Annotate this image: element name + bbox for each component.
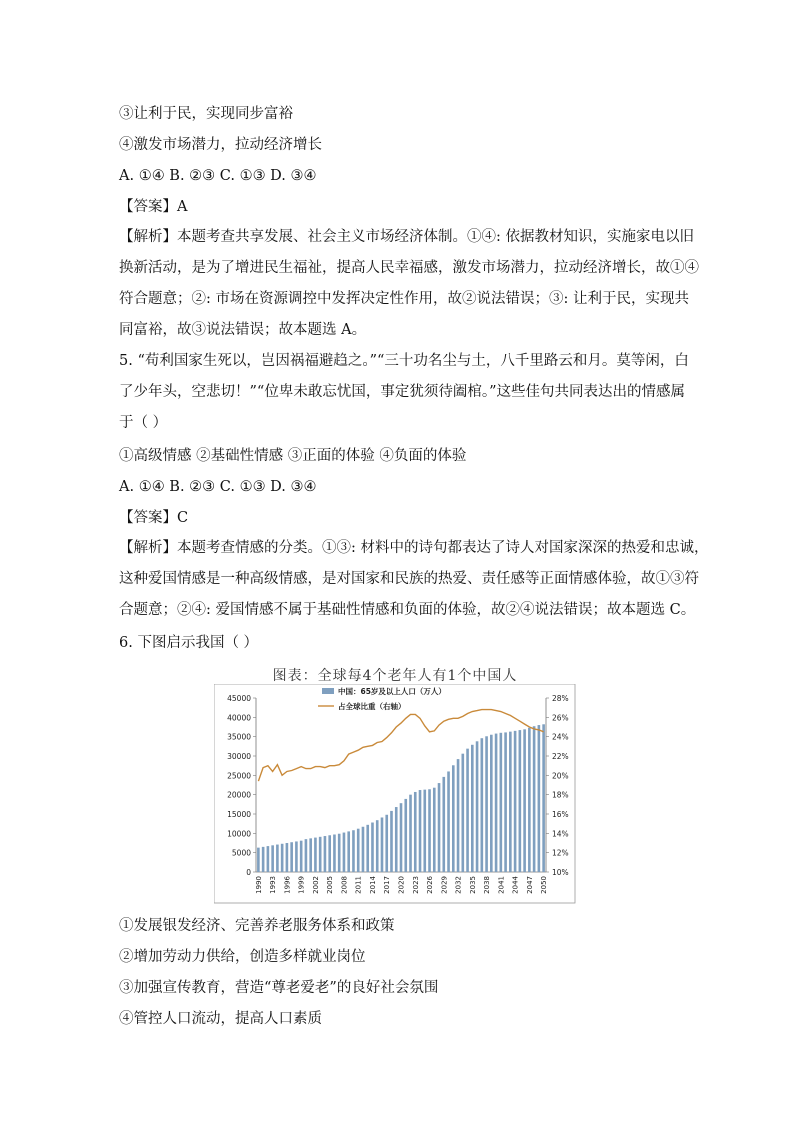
population-bar — [305, 839, 308, 872]
population-bar — [271, 845, 274, 872]
y-right-tick-label: 12% — [552, 848, 569, 858]
q4-analysis-line: 【解析】本题考查共享发展、社会主义市场经济体制。①④: 依据教材知识，实施家电以旧 — [119, 229, 694, 245]
q5-stem-line: 于（ ） — [119, 415, 168, 431]
population-bar — [528, 728, 531, 872]
q5-answer: 【答案】C — [119, 510, 189, 526]
x-tick-label: 2038 — [483, 876, 492, 894]
q5-stem-line: 了少年头，空悲切！”“位卑未敢忘忧国，事定犹须待阖棺。”这些佳句共同表达出的情感属 — [119, 384, 685, 400]
population-bar — [442, 777, 445, 872]
q6-item-2: ②增加劳动力供给，创造多样就业岗位 — [119, 949, 366, 965]
population-bar — [538, 725, 541, 872]
population-bar — [514, 731, 517, 872]
q4-analysis — [119, 222, 699, 346]
population-bar — [381, 817, 384, 872]
x-tick-label: 2005 — [326, 876, 335, 894]
q4-item-4: ④激发市场潜力，拉动经济增长 — [119, 137, 322, 153]
population-bar — [519, 730, 522, 872]
x-tick-label: 1999 — [297, 876, 306, 894]
x-tick-label: 2032 — [454, 876, 463, 894]
chart-title: 图表：全球每4个老年人有1个中国人 — [272, 668, 518, 684]
q5-analysis-line: 合题意；②④: 爱国情感不属于基础性情感和负面的体验，故②④说法错误；故本题选 C。 — [119, 602, 696, 618]
y-left-tick-label: 20000 — [227, 790, 251, 800]
population-bar — [362, 827, 365, 872]
y-left-tick-label: 0 — [246, 868, 251, 877]
x-tick-label: 1990 — [254, 876, 263, 894]
legend-label-bar: 中国：65岁及以上人口（万人） — [338, 687, 446, 696]
x-tick-label: 2029 — [440, 876, 449, 894]
q6-stem: 6. 下图启示我国（ ） — [119, 635, 259, 651]
x-tick-label: 2002 — [311, 876, 320, 894]
q5-analysis-line: 这种爱国情感是一种高级情感，是对国家和民族的热爱、责任感等正面情感体验，故①③符 — [119, 571, 699, 587]
population-bar — [347, 831, 350, 872]
q6-item-4: ④管控人口流动，提高人口素质 — [119, 1011, 322, 1027]
y-left-tick-label: 35000 — [227, 732, 251, 742]
population-bar — [419, 790, 422, 872]
population-bar — [466, 749, 469, 872]
x-tick-label: 2011 — [354, 876, 363, 894]
y-left-tick-label: 5000 — [231, 848, 251, 858]
q4-options: A. ①④ B. ②③ C. ①③ D. ③④ — [119, 168, 317, 184]
y-left-tick-label: 45000 — [227, 694, 251, 703]
x-tick-label: 2044 — [511, 876, 520, 894]
population-bar — [371, 823, 374, 872]
population-bar — [385, 815, 388, 872]
population-bar — [481, 738, 484, 872]
y-right-tick-label: 16% — [552, 810, 569, 819]
y-right-tick-label: 18% — [552, 790, 569, 800]
population-bar — [423, 790, 426, 872]
population-bar — [343, 833, 346, 872]
population-bar — [281, 844, 284, 872]
population-bar — [309, 838, 312, 872]
q4-analysis-line: 同富裕，故③说法错误；故本题选 A。 — [119, 322, 367, 338]
population-bar — [262, 847, 265, 872]
population-bar — [504, 732, 507, 872]
x-tick-label: 1996 — [283, 876, 292, 894]
population-bar — [428, 789, 431, 872]
y-right-tick-label: 20% — [552, 771, 569, 781]
x-tick-label: 2023 — [411, 876, 420, 894]
legend-swatch-bar — [322, 688, 334, 694]
population-bar — [300, 841, 303, 872]
population-bar — [523, 729, 526, 872]
population-bar — [328, 835, 331, 872]
population-bar — [533, 726, 536, 872]
x-tick-label: 2014 — [368, 876, 377, 894]
population-bar — [295, 841, 298, 872]
population-bar — [414, 792, 417, 872]
q5-items: ①高级情感 ②基础性情感 ③正面的体验 ④负面的体验 — [119, 448, 467, 464]
x-tick-label: 2017 — [383, 876, 392, 894]
population-bar — [366, 825, 369, 872]
y-left-tick-label: 15000 — [227, 810, 251, 819]
population-bar — [390, 811, 393, 872]
x-tick-label: 2008 — [340, 876, 349, 894]
population-bar — [276, 845, 279, 872]
population-bar — [404, 799, 407, 872]
population-bar — [509, 732, 512, 872]
q5-stem — [119, 346, 689, 439]
y-left-tick-label: 10000 — [227, 829, 251, 839]
population-bar — [542, 724, 545, 872]
population-bar — [452, 765, 455, 872]
population-bar — [490, 735, 493, 872]
population-bar — [333, 834, 336, 872]
x-tick-label: 2020 — [397, 876, 406, 894]
q5-options: A. ①④ B. ②③ C. ①③ D. ③④ — [119, 479, 317, 495]
population-bar — [257, 848, 260, 872]
x-tick-label: 2035 — [468, 876, 477, 894]
population-chart — [214, 684, 576, 904]
y-right-tick-label: 10% — [552, 868, 569, 877]
population-bar — [471, 745, 474, 872]
y-right-tick-label: 14% — [552, 829, 569, 839]
x-tick-label: 1993 — [269, 876, 278, 894]
q4-item-3: ③让利于民，实现同步富裕 — [119, 106, 293, 122]
y-left-tick-label: 25000 — [227, 771, 251, 781]
y-right-tick-label: 24% — [552, 732, 569, 742]
legend-label-line: 占全球比重（右轴） — [338, 702, 406, 711]
population-bar — [495, 734, 498, 872]
population-bar — [357, 829, 360, 872]
q6-item-3: ③加强宣传教育，营造“尊老爱老”的良好社会氛围 — [119, 980, 439, 996]
x-tick-label: 2026 — [426, 876, 435, 894]
population-bar — [447, 771, 450, 872]
population-bar — [267, 846, 270, 872]
population-bar — [457, 759, 460, 872]
population-bar — [433, 788, 436, 872]
q6-item-1: ①发展银发经济、完善养老服务体系和政策 — [119, 918, 395, 934]
population-bar — [476, 741, 479, 872]
population-bar — [324, 836, 327, 872]
q4-analysis-line: 换新活动，是为了增进民生福祉，提高人民幸福感，激发市场潜力，拉动经济增长，故①④ — [119, 260, 699, 276]
population-bar — [500, 733, 503, 872]
population-bar — [319, 837, 322, 872]
population-bar — [314, 838, 317, 872]
population-bar — [461, 754, 464, 872]
q5-stem-line: 5. “苟利国家生死以，岂因祸福避趋之。”“三十功名尘与土，八千里路云和月。莫等闲，白 — [119, 353, 689, 369]
y-left-tick-label: 40000 — [227, 713, 251, 723]
population-bar — [395, 807, 398, 872]
q5-analysis-line: 【解析】本题考查情感的分类。①③: 材料中的诗句都表达了诗人对国家深深的热爱和忠诚， — [119, 540, 709, 556]
q5-analysis — [119, 533, 709, 626]
population-bar — [438, 783, 441, 872]
population-bar — [352, 830, 355, 872]
y-right-tick-label: 22% — [552, 752, 569, 761]
x-tick-label: 2041 — [497, 876, 506, 894]
y-right-tick-label: 28% — [552, 694, 569, 703]
population-bar — [409, 795, 412, 872]
q4-answer: 【答案】A — [119, 199, 188, 215]
y-left-tick-label: 30000 — [227, 752, 251, 761]
population-bar — [400, 803, 403, 872]
q4-analysis-line: 符合题意；②: 市场在资源调控中发挥决定性作用，故②说法错误；③: 让利于民，实现共 — [119, 291, 689, 307]
population-bar — [485, 736, 488, 872]
population-bar — [338, 834, 341, 872]
x-tick-label: 2050 — [540, 876, 549, 894]
y-right-tick-label: 26% — [552, 713, 569, 723]
x-tick-label: 2047 — [525, 876, 534, 894]
population-bar — [290, 842, 293, 872]
population-bar — [286, 843, 289, 872]
population-bar — [376, 820, 379, 872]
